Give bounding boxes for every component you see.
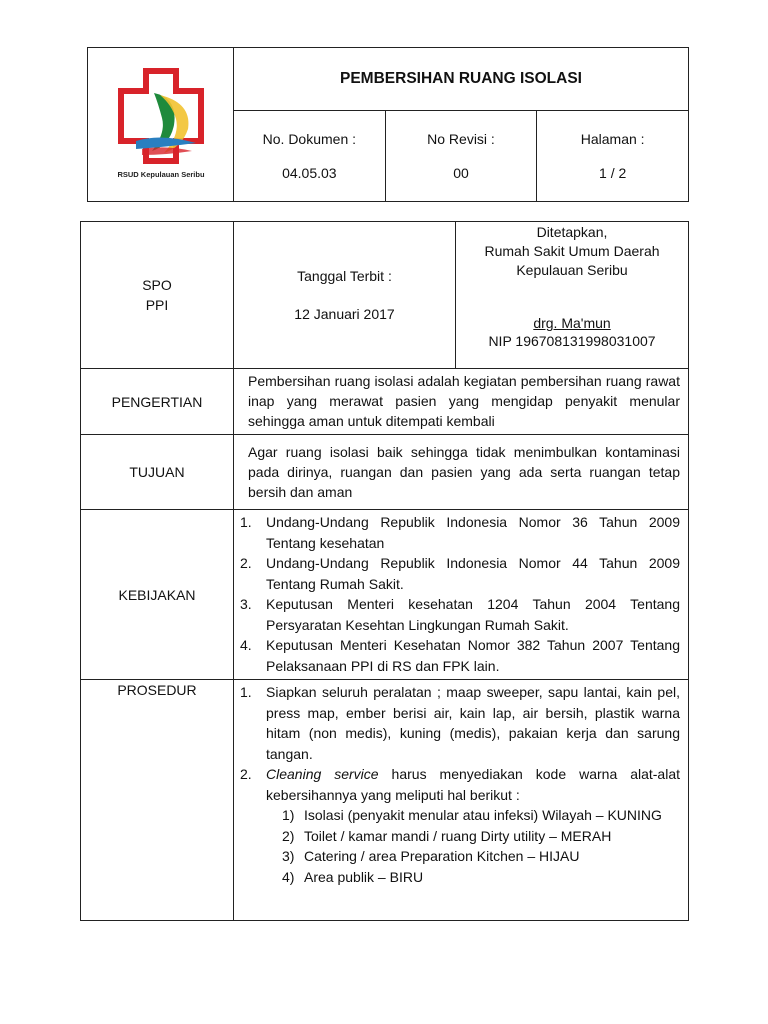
prosedur-label: PROSEDUR bbox=[117, 682, 197, 698]
list-item: 1. Undang-Undang Republik Indonesia Nomor 36 Tahun 2009 Tentang kesehatan bbox=[240, 514, 680, 551]
document-header bbox=[87, 47, 689, 202]
revision-cell bbox=[385, 111, 537, 202]
list-item: 1) Isolasi (penyakit menular atau infeksi) Wilayah – KUNING bbox=[282, 807, 662, 823]
tujuan-label-cell bbox=[81, 435, 234, 510]
kebijakan-list-cell bbox=[234, 510, 689, 680]
prosedur-list bbox=[240, 682, 680, 805]
logo-cell bbox=[88, 48, 234, 202]
pengertian-text: Pembersihan ruang isolasi adalah kegiatan pembersihan ruang rawat inap yang merawat pasien yang mengidap penyakit menular sehingga aman untuk ditempati kembali bbox=[234, 369, 689, 435]
approval-cell bbox=[456, 222, 689, 369]
set-by: Ditetapkan, bbox=[536, 224, 608, 240]
spo-label: SPO bbox=[142, 277, 172, 293]
prosedur-list-cell bbox=[234, 680, 689, 921]
list-item: 4) Area publik – BIRU bbox=[282, 868, 424, 885]
issued-value: 12 Januari 2017 bbox=[294, 306, 395, 322]
list-item: 1. Siapkan seluruh peralatan ; maap sweeper, sapu lantai, kain pel, press map, ember berisi air, kain lap, air bersih, plastik warna hitam (non medis), kuning (medis), pakaian kerja dan sarung tangan. bbox=[240, 684, 680, 762]
list-item: 2. Cleaning service harus menyediakan kode warna alat-alat kebersihannya yang meliputi hal berikut : bbox=[240, 766, 680, 803]
pengertian-label-cell bbox=[81, 369, 234, 435]
document-title: PEMBERSIHAN RUANG ISOLASI bbox=[234, 48, 689, 111]
tujuan-text: Agar ruang isolasi baik sehingga tidak menimbulkan kontaminasi pada dirinya, ruangan dan pasien yang ada serta ruangan tetap bersih dan aman bbox=[234, 435, 689, 510]
doc-number-cell bbox=[234, 111, 386, 202]
ppi-label: PPI bbox=[145, 297, 169, 313]
pengertian-label: PENGERTIAN bbox=[111, 393, 203, 410]
logo-caption: RSUD Kepulauan Seribu bbox=[116, 170, 205, 179]
doc-number-label: No. Dokumen : bbox=[262, 131, 357, 147]
spo-cell bbox=[81, 222, 234, 369]
prosedur-label-cell bbox=[81, 680, 234, 921]
page-value: 1 / 2 bbox=[599, 165, 627, 181]
hospital-name-2: Kepulauan Seribu bbox=[516, 262, 628, 278]
list-item: 4. Keputusan Menteri Kesehatan Nomor 382 Tahun 2007 Tentang Pelaksanaan PPI di RS dan FPK lain. bbox=[240, 637, 680, 674]
list-item: 3) Catering / area Preparation Kitchen – HIJAU bbox=[282, 848, 580, 864]
cleaning-service-term: Cleaning service bbox=[266, 766, 379, 782]
issued-label: Tanggal Terbit : bbox=[297, 268, 392, 284]
hospital-logo bbox=[106, 63, 216, 183]
kebijakan-label: KEBIJAKAN bbox=[118, 586, 196, 603]
document-body bbox=[80, 221, 689, 921]
doc-number-value: 04.05.03 bbox=[282, 165, 337, 181]
signatory-nip: NIP 196708131998031007 bbox=[488, 333, 656, 349]
revision-value: 00 bbox=[453, 165, 469, 181]
page-label: Halaman : bbox=[580, 131, 645, 147]
tujuan-label: TUJUAN bbox=[129, 464, 185, 480]
signatory-name: drg. Ma'mun bbox=[533, 315, 611, 331]
revision-label: No Revisi : bbox=[427, 131, 495, 147]
issued-cell bbox=[234, 222, 456, 369]
kebijakan-label-cell bbox=[81, 510, 234, 680]
page-cell bbox=[537, 111, 689, 202]
kebijakan-list bbox=[240, 512, 680, 676]
hospital-name-1: Rumah Sakit Umum Daerah bbox=[484, 243, 660, 259]
list-item: 2. Undang-Undang Republik Indonesia Nomor 44 Tahun 2009 Tentang Rumah Sakit. bbox=[240, 555, 680, 592]
list-item: 3. Keputusan Menteri kesehatan 1204 Tahun 2004 Tentang Persyaratan Kesehtan Lingkungan Rumah Sakit. bbox=[240, 596, 680, 633]
list-item: 2) Toilet / kamar mandi / ruang Dirty utility – MERAH bbox=[282, 827, 612, 844]
color-code-list bbox=[240, 805, 680, 887]
